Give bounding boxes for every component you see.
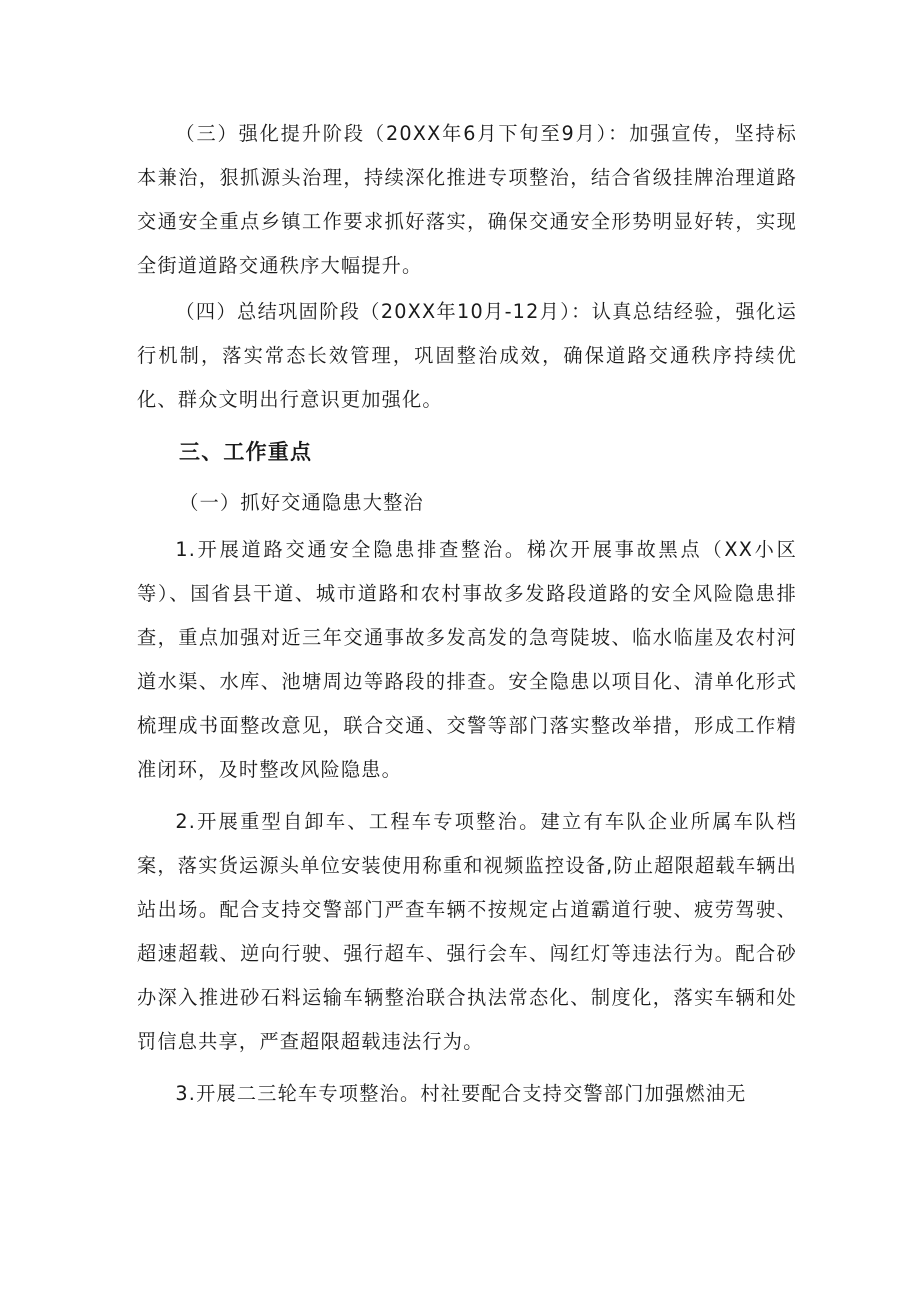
paragraph-item-three: 3.开展二三轮车专项整治。村社要配合支持交警部门加强燃油无 <box>175 1082 747 1105</box>
paragraph-stage-four: （四）总结巩固阶段（20XX年10月-12月）：认真总结经验，强化运行机制，落实常态长效管理，巩固整治成效，确保道路交通秩序持续优化、群众文明出行意识更加强化。 <box>137 300 797 411</box>
paragraph-item-one: 1.开展道路交通安全隐患排查整治。梯次开展事故黑点（XX小区等）、国省县干道、城市道路和农村事故多发路段道路的安全风险隐患排查，重点加强对近三年交通事故多发高发的急弯陡坡、临水临崖及农村河道水渠、水库、池塘周边等路段的排查。安全隐患以项目化、清单化形式梳理成书面整改意见，联合交通、交警等部门落实整改举措，形成工作精准闭环，及时整改风险隐患。 <box>137 538 797 781</box>
subsection-heading: （一）抓好交通隐患大整治 <box>179 491 424 514</box>
section-heading: 三、工作重点 <box>179 440 313 464</box>
paragraph-stage-three: （三）强化提升阶段（20XX年6月下旬至9月）：加强宣传，坚持标本兼治，狠抓源头治理，持续深化推进专项整治，结合省级挂牌治理道路交通安全重点乡镇工作要求抓好落实，确保交通安全形势明显好转，实现全街道道路交通秩序大幅提升。 <box>137 122 797 277</box>
paragraph-item-two: 2.开展重型自卸车、工程车专项整治。建立有车队企业所属车队档案，落实货运源头单位安装使用称重和视频监控设备,防止超限超载车辆出站出场。配合支持交警部门严查车辆不按规定占道霸道行驶、疲劳驾驶、超速超载、逆向行驶、强行超车、强行会车、闯红灯等违法行为。配合砂办深入推进砂石料运输车辆整治联合执法常态化、制度化，落实车辆和处罚信息共享，严查超限超载违法行为。 <box>137 810 797 1053</box>
document-body <box>137 112 797 1116</box>
